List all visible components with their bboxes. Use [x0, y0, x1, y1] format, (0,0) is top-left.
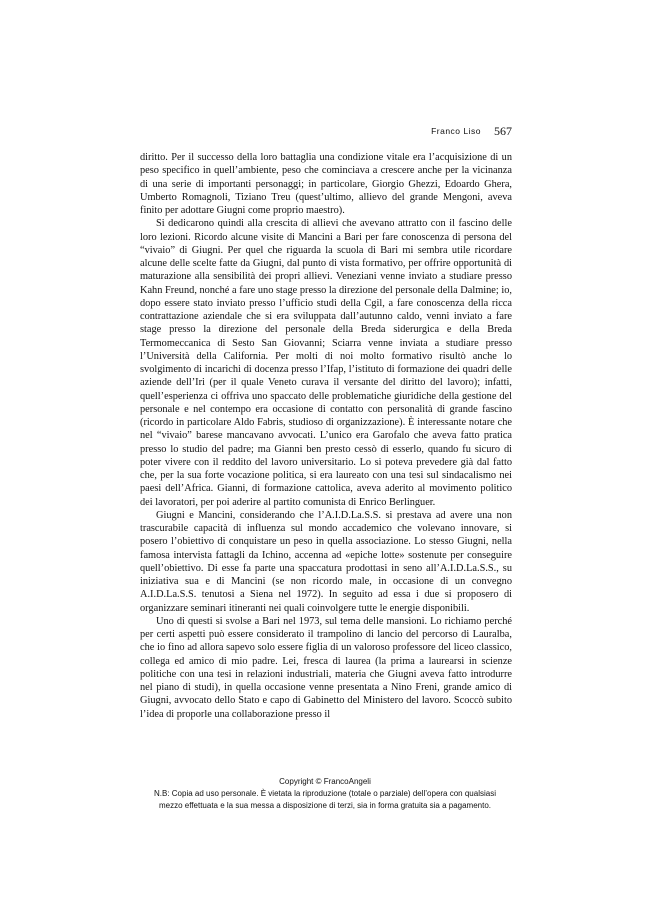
- paragraph-3: Giugni e Mancini, considerando che l’A.I.D.La.S.S. si prestava ad avere una non trascurabile capacità di influenza sul mondo accademico che volevano innovare, si posero l’obiettivo di conquistare un peso in quella associazione. Lo stesso Giugni, nella famosa intervista fattagli da Ichino, accenna ad «epiche lotte» sostenute per conseguire quell’obiettivo. Di esse fa parte una spaccatura prodottasi in seno all’A.I.D.La.S.S., su iniziativa sua e di Mancini (se non ricordo male, in occasione di un convegno A.I.D.La.S.S. tenutosi a Siena nel 1972). In seguito ad essa i due si proposero di organizzare seminari itineranti nei quali coinvolgere tutte le energie disponibili.: [140, 509, 512, 614]
- page-number: 567: [494, 124, 512, 138]
- body-text: [140, 151, 512, 721]
- notice-line-1: N.B: Copia ad uso personale. È vietata la riproduzione (totale o parziale) dell’opera con qualsiasi: [154, 789, 496, 798]
- running-head-author: Franco Liso: [431, 126, 481, 136]
- paragraph-1: diritto. Per il successo della loro battaglia una condizione vitale era l’acquisizione di un peso specifico in quell’ambiente, peso che cominciava a crescere anche per la vicinanza di una serie di importanti personaggi; in particolare, Giorgio Ghezzi, Edoardo Ghera, Umberto Romagnoli, Tiziano Treu (quest’ultimo, allievo del grande Mengoni, aveva finito per adottare Giugni come proprio maestro).: [140, 152, 512, 216]
- paragraph-2: Si dedicarono quindi alla crescita di allievi che avevano attratto con il fascino delle loro lezioni. Ricordo alcune visite di Mancini a Bari per fare conoscenza di persona del “vivaio” di Giugni. Per quel che riguarda la scuola di Bari mi sembra utile ricordare alcune delle scelte fatte da Giugni, dal punto di vista formativo, per offrire opportunità di maturazione alla sensibilità dei propri allievi. Veneziani venne inviato a studiare presso Kahn Freund, nonché a fare uno stage presso la direzione del personale della Dalmine; io, dopo essere stato inviato presso l’ufficio studi della Cgil, a fare conoscenza della ricca contrattazione aziendale che si era sviluppata dall’autunno caldo, venni inviato a fare stage presso la direzione del personale della Breda siderurgica e della Breda Termomeccanica di Sesto San Giovanni; Sciarra venne inviata a studiare presso l’Università della California. Per molti di noi molto formativo risultò anche lo svolgimento di incarichi di docenza presso l’Ifap, l’istituto di formazione dei quadri delle aziende dell’Iri (per il quale Veneto curava il versante del diritto del lavoro); infatti, quell’esperienza ci offriva uno spaccato delle problematiche giuridiche della gestione del personale e nel contempo era occasione di contatto con personalità di grande fascino (ricordo in particolare Aldo Fabris, studioso di organizzazione). È interessante notare che nel “vivaio” barese mancavano avvocati. L’unico era Garofalo che aveva fatto pratica presso lo studio del padre; ma Gianni ben presto cessò di esserlo, quando fu sicuro di poter vivere con il reddito del lavoro universitario. Lo si poteva prevedere già dal fatto che, per la sua forte vocazione politica, si era laureato con una tesi sul sindacalismo nei paesi dell’Africa. Gianni, di formazione cattolica, aveva aderito al movimento politico dei lavoratori, per poi aderire al partito comunista di Enrico Berlinguer.: [140, 218, 512, 508]
- paragraph-4: Uno di questi si svolse a Bari nel 1973, sul tema delle mansioni. Lo richiamo perché per certi aspetti può essere considerato il trampolino di lancio del percorso di Lauralba, che io fino ad allora sapevo solo essere figlia di un valoroso professore del liceo classico, collega ed amico di mio padre. Lei, fresca di laurea (la prima a laurearsi in scienze politiche con una tesi in relazioni industriali, materia che Giugni aveva fatto introdurre nel piano di studi), in quella occasione venne presentata a Nino Freni, grande amico di Giugni, avvocato dello Stato e capo di Gabinetto del Ministero del lavoro. Scoccò subito l’idea di proporle una collaborazione presso il: [140, 615, 512, 720]
- notice-line-2: mezzo effettuata e la sua messa a disposizione di terzi, sia in forma gratuita sia a pagamento.: [158, 801, 492, 810]
- copyright-footer: [100, 776, 550, 812]
- copyright-line: Copyright © FrancoAngeli: [279, 777, 371, 786]
- running-head: [140, 124, 512, 139]
